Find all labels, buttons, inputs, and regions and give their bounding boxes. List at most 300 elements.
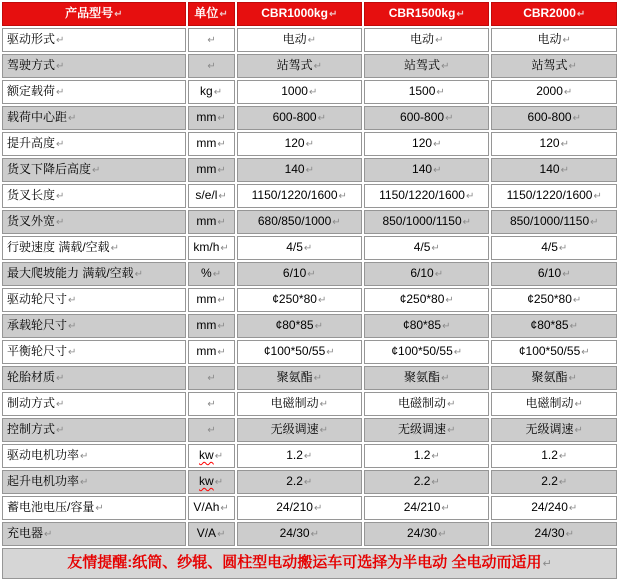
cell-text: 电动	[282, 32, 307, 46]
cell-text: s/e/l	[195, 188, 218, 202]
cell-text: 1150/1220/1600	[506, 188, 593, 202]
return-mark-icon: ↵	[95, 503, 104, 514]
return-mark-icon: ↵	[218, 191, 227, 202]
return-mark-icon: ↵	[317, 295, 327, 306]
cell-text: ¢80*85	[275, 318, 314, 332]
cell-text: 6/10	[537, 266, 562, 280]
cell-text: 6/10	[282, 266, 307, 280]
cell-text: ¢250*80	[527, 292, 572, 306]
spec-value-cell	[364, 340, 489, 364]
cell-text: km/h	[193, 240, 220, 254]
return-mark-icon: ↵	[590, 217, 599, 228]
spec-unit-cell	[188, 496, 235, 520]
return-mark-icon: ↵	[134, 269, 144, 280]
return-mark-icon: ↵	[313, 61, 322, 72]
cell-text: 2.2	[541, 474, 558, 488]
spec-value-cell	[491, 184, 617, 208]
return-mark-icon: ↵	[305, 165, 314, 176]
header-text: 单位	[194, 6, 219, 20]
header-cell-cbr1500kg	[364, 2, 489, 26]
return-mark-icon: ↵	[562, 269, 571, 280]
spec-value-cell	[237, 184, 362, 208]
return-mark-icon: ↵	[207, 399, 216, 410]
cell-text: 24/30	[534, 526, 565, 540]
spec-value-cell	[364, 522, 489, 546]
spec-value-cell	[491, 522, 617, 546]
table-row	[2, 418, 617, 442]
cell-text: 提升高度	[7, 136, 56, 150]
cell-text: V/A	[196, 526, 217, 540]
cell-text: mm	[196, 136, 217, 150]
spec-value-cell	[237, 236, 362, 260]
return-mark-icon: ↵	[56, 35, 65, 46]
spec-value-cell	[237, 262, 362, 286]
cell-text: 站驾式	[404, 58, 441, 72]
return-mark-icon: ↵	[563, 87, 573, 98]
spec-unit-cell	[188, 288, 235, 312]
return-mark-icon: ↵	[453, 347, 463, 358]
return-mark-icon: ↵	[435, 35, 444, 46]
header-cell-cbr2000	[491, 2, 617, 26]
return-mark-icon: ↵	[305, 139, 314, 150]
spec-value-cell	[491, 262, 617, 286]
cell-text: 无级调速	[398, 422, 447, 436]
spec-unit-cell	[188, 184, 235, 208]
return-mark-icon: ↵	[542, 558, 552, 570]
cell-text: mm	[196, 292, 217, 306]
return-mark-icon: ↵	[319, 425, 328, 436]
cell-text: 驾驶方式	[7, 58, 56, 72]
return-mark-icon: ↵	[562, 35, 571, 46]
spec-value-cell	[491, 496, 617, 520]
return-mark-icon: ↵	[80, 477, 89, 488]
return-mark-icon: ↵	[447, 425, 456, 436]
spec-value-cell	[491, 132, 617, 156]
spec-value-cell	[237, 340, 362, 364]
spec-value-cell	[364, 80, 489, 104]
return-mark-icon: ↵	[558, 477, 568, 488]
table-row	[2, 262, 617, 286]
table-row	[2, 470, 617, 494]
spec-unit-cell	[188, 314, 235, 338]
spec-value-cell	[491, 106, 617, 130]
spec-value-cell	[491, 340, 617, 364]
cell-text: 承载轮尺寸	[7, 318, 68, 332]
return-mark-icon: ↵	[56, 373, 65, 384]
cell-text: ¢80*85	[530, 318, 569, 332]
cell-text: %	[201, 266, 212, 280]
cell-text: 2000	[536, 84, 563, 98]
spec-value-cell	[364, 184, 489, 208]
return-mark-icon: ↵	[214, 451, 224, 462]
spec-label-cell	[2, 54, 186, 78]
spec-label-cell	[2, 340, 186, 364]
cell-text: 680/850/1000	[257, 214, 332, 228]
table-row	[2, 158, 617, 182]
spec-label-cell	[2, 418, 186, 442]
return-mark-icon: ↵	[568, 373, 577, 384]
spec-value-cell	[364, 158, 489, 182]
cell-text: 电动	[537, 32, 562, 46]
cell-text: 4/5	[541, 240, 558, 254]
cell-text: kw	[199, 474, 214, 488]
cell-text: ¢100*50/55	[391, 344, 453, 358]
return-mark-icon: ↵	[80, 451, 89, 462]
spec-value-cell	[237, 366, 362, 390]
cell-text: 轮胎材质	[7, 370, 56, 384]
table-row	[2, 54, 617, 78]
spec-unit-cell	[188, 54, 235, 78]
cell-text: 驱动电机功率	[7, 448, 80, 462]
spec-label-cell	[2, 366, 186, 390]
cell-text: mm	[196, 214, 217, 228]
table-row	[2, 496, 617, 520]
spec-value-cell	[237, 106, 362, 130]
cell-text: 最大爬坡能力 满载/空载	[7, 266, 134, 280]
cell-text: 140	[284, 162, 305, 176]
spec-value-cell	[364, 236, 489, 260]
spec-value-cell	[237, 28, 362, 52]
spec-label-cell	[2, 158, 186, 182]
spec-value-cell	[237, 496, 362, 520]
cell-text: 无级调速	[270, 422, 319, 436]
cell-text: ¢250*80	[272, 292, 317, 306]
cell-text: ¢100*50/55	[263, 344, 326, 358]
return-mark-icon: ↵	[56, 425, 65, 436]
cell-text: 850/1000/1150	[509, 214, 590, 228]
spec-label-cell	[2, 210, 186, 234]
return-mark-icon: ↵	[593, 191, 602, 202]
return-mark-icon: ↵	[442, 321, 451, 332]
header-text: CBR1000kg	[261, 6, 328, 20]
table-row	[2, 340, 617, 364]
return-mark-icon: ↵	[431, 243, 440, 254]
return-mark-icon: ↵	[565, 529, 574, 540]
spec-value-cell	[491, 80, 617, 104]
return-mark-icon: ↵	[220, 243, 229, 254]
return-mark-icon: ↵	[317, 113, 326, 124]
cell-text: 120	[284, 136, 305, 150]
spec-value-cell	[491, 392, 617, 416]
spec-label-cell	[2, 522, 186, 546]
cell-text: 600-800	[400, 110, 445, 124]
cell-text: 140	[412, 162, 433, 176]
table-row	[2, 132, 617, 156]
return-mark-icon: ↵	[441, 61, 450, 72]
cell-text: kg	[200, 84, 213, 98]
return-mark-icon: ↵	[313, 503, 323, 514]
cell-text: 起升电机功率	[7, 474, 80, 488]
return-mark-icon: ↵	[217, 529, 226, 540]
spec-unit-cell	[188, 418, 235, 442]
table-row	[2, 236, 617, 260]
cell-text: 2.2	[413, 474, 431, 488]
spec-value-cell	[364, 132, 489, 156]
header-text: CBR2000	[523, 6, 576, 20]
table-header-row	[2, 2, 617, 26]
spec-value-cell	[491, 210, 617, 234]
spec-unit-cell	[188, 262, 235, 286]
return-mark-icon: ↵	[434, 269, 444, 280]
return-mark-icon: ↵	[441, 373, 450, 384]
cell-text: 电磁制动	[525, 396, 574, 410]
spec-value-cell	[491, 366, 617, 390]
table-row	[2, 80, 617, 104]
spec-value-cell	[491, 236, 617, 260]
spec-label-cell	[2, 496, 186, 520]
spec-value-cell	[491, 158, 617, 182]
cell-text: 1.2	[413, 448, 431, 462]
spec-value-cell	[364, 366, 489, 390]
cell-text: ¢250*80	[399, 292, 445, 306]
cell-text: 驱动形式	[7, 32, 56, 46]
spec-unit-cell	[188, 444, 235, 468]
cell-text: 120	[539, 136, 560, 150]
cell-text: 站驾式	[276, 58, 313, 72]
return-mark-icon: ↵	[338, 191, 347, 202]
cell-text: ¢80*85	[403, 318, 442, 332]
table-row	[2, 392, 617, 416]
return-mark-icon: ↵	[558, 243, 568, 254]
cell-text: 电磁制动	[270, 396, 319, 410]
cell-text: 600-800	[527, 110, 572, 124]
spec-value-cell	[491, 418, 617, 442]
cell-text: ¢100*50/55	[518, 344, 581, 358]
cell-text: 货叉下降后高度	[7, 162, 92, 176]
return-mark-icon: ↵	[303, 477, 313, 488]
cell-text: 站驾式	[531, 58, 568, 72]
return-mark-icon: ↵	[207, 35, 216, 46]
spec-unit-cell	[188, 106, 235, 130]
cell-text: 制动方式	[7, 396, 56, 410]
return-mark-icon: ↵	[447, 399, 456, 410]
cell-text: 850/1000/1150	[382, 214, 462, 228]
cell-text: 聚氨酯	[404, 370, 441, 384]
spec-value-cell	[237, 444, 362, 468]
cell-text: 无级调速	[525, 422, 574, 436]
return-mark-icon: ↵	[56, 399, 65, 410]
cell-text: 1000	[281, 84, 308, 98]
spec-value-cell	[491, 54, 617, 78]
return-mark-icon: ↵	[572, 295, 582, 306]
spec-value-cell	[237, 314, 362, 338]
return-mark-icon: ↵	[310, 529, 319, 540]
cell-text: 额定载荷	[7, 84, 56, 98]
cell-text: 120	[412, 136, 433, 150]
spec-value-cell	[237, 210, 362, 234]
cell-text: 行驶速度 满载/空载	[7, 240, 110, 254]
return-mark-icon: ↵	[560, 139, 569, 150]
return-mark-icon: ↵	[438, 529, 447, 540]
return-mark-icon: ↵	[441, 503, 450, 514]
return-mark-icon: ↵	[213, 87, 223, 98]
spec-value-cell	[364, 470, 489, 494]
spec-label-cell	[2, 184, 186, 208]
spec-value-cell	[364, 392, 489, 416]
cell-text: mm	[196, 318, 217, 332]
return-mark-icon: ↵	[217, 295, 226, 306]
spec-label-cell	[2, 392, 186, 416]
spec-unit-cell	[188, 80, 235, 104]
return-mark-icon: ↵	[332, 217, 341, 228]
spec-unit-cell	[188, 158, 235, 182]
spec-value-cell	[237, 418, 362, 442]
return-mark-icon: ↵	[56, 139, 65, 150]
table-row	[2, 210, 617, 234]
footer-row	[2, 548, 617, 579]
spec-label-cell	[2, 262, 186, 286]
spec-unit-cell	[188, 28, 235, 52]
cell-text: 充电器	[7, 526, 44, 540]
spec-unit-cell	[188, 366, 235, 390]
spec-value-cell	[237, 132, 362, 156]
return-mark-icon: ↵	[433, 165, 442, 176]
cell-text: 载荷中心距	[7, 110, 68, 124]
spec-value-cell	[237, 80, 362, 104]
return-mark-icon: ↵	[214, 477, 224, 488]
header-text: 产品型号	[65, 6, 114, 20]
table-row	[2, 28, 617, 52]
spec-unit-cell	[188, 340, 235, 364]
return-mark-icon: ↵	[217, 217, 226, 228]
return-mark-icon: ↵	[431, 451, 440, 462]
return-mark-icon: ↵	[445, 295, 454, 306]
cell-text: 4/5	[286, 240, 303, 254]
return-mark-icon: ↵	[217, 165, 226, 176]
spec-value-cell	[364, 210, 489, 234]
spec-value-cell	[491, 28, 617, 52]
spec-value-cell	[364, 28, 489, 52]
return-mark-icon: ↵	[574, 399, 583, 410]
return-mark-icon: ↵	[308, 87, 318, 98]
return-mark-icon: ↵	[56, 61, 65, 72]
cell-text: 1150/1220/1600	[251, 188, 338, 202]
return-mark-icon: ↵	[307, 269, 316, 280]
return-mark-icon: ↵	[568, 503, 578, 514]
return-mark-icon: ↵	[56, 87, 65, 98]
table-row	[2, 444, 617, 468]
cell-text: 1500	[408, 84, 436, 98]
spec-label-cell	[2, 236, 186, 260]
cell-text: 平衡轮尺寸	[7, 344, 68, 358]
cell-text: mm	[196, 110, 217, 124]
return-mark-icon: ↵	[303, 243, 313, 254]
return-mark-icon: ↵	[313, 373, 322, 384]
return-mark-icon: ↵	[572, 113, 581, 124]
spec-value-cell	[364, 288, 489, 312]
spec-label-cell	[2, 106, 186, 130]
spec-value-cell	[364, 262, 489, 286]
cell-text: 蓄电池电压/容量	[7, 500, 95, 514]
spec-value-cell	[364, 418, 489, 442]
cell-text: 1150/1220/1600	[379, 188, 465, 202]
return-mark-icon: ↵	[92, 165, 101, 176]
return-mark-icon: ↵	[433, 139, 442, 150]
return-mark-icon: ↵	[445, 113, 454, 124]
table-row	[2, 522, 617, 546]
table-row	[2, 314, 617, 338]
cell-text: 600-800	[272, 110, 317, 124]
return-mark-icon: ↵	[303, 451, 313, 462]
return-mark-icon: ↵	[114, 9, 123, 20]
spec-value-cell	[364, 54, 489, 78]
return-mark-icon: ↵	[568, 61, 577, 72]
spec-value-cell	[237, 158, 362, 182]
table-row	[2, 288, 617, 312]
spec-label-cell	[2, 444, 186, 468]
return-mark-icon: ↵	[212, 269, 222, 280]
spec-label-cell	[2, 314, 186, 338]
spec-label-cell	[2, 80, 186, 104]
spec-value-cell	[364, 444, 489, 468]
header-text: CBR1500kg	[388, 6, 456, 20]
return-mark-icon: ↵	[436, 87, 445, 98]
spec-unit-cell	[188, 522, 235, 546]
return-mark-icon: ↵	[465, 191, 475, 202]
spec-value-cell	[491, 444, 617, 468]
return-mark-icon: ↵	[220, 503, 229, 514]
cell-text: mm	[196, 162, 217, 176]
spec-value-cell	[491, 470, 617, 494]
spec-value-cell	[237, 288, 362, 312]
return-mark-icon: ↵	[328, 9, 338, 20]
cell-text: 驱动轮尺寸	[7, 292, 68, 306]
spec-unit-cell	[188, 132, 235, 156]
cell-text: 24/30	[407, 526, 438, 540]
cell-text: 1.2	[541, 448, 558, 462]
return-mark-icon: ↵	[456, 9, 465, 20]
return-mark-icon: ↵	[68, 347, 77, 358]
return-mark-icon: ↵	[581, 347, 590, 358]
return-mark-icon: ↵	[462, 217, 472, 228]
return-mark-icon: ↵	[68, 295, 77, 306]
cell-text: 聚氨酯	[531, 370, 568, 384]
spec-value-cell	[364, 314, 489, 338]
return-mark-icon: ↵	[574, 425, 583, 436]
cell-text: 6/10	[410, 266, 434, 280]
table-row	[2, 184, 617, 208]
table-row	[2, 106, 617, 130]
cell-text: 电磁制动	[398, 396, 447, 410]
spec-label-cell	[2, 132, 186, 156]
return-mark-icon: ↵	[44, 529, 53, 540]
return-mark-icon: ↵	[110, 243, 120, 254]
spec-value-cell	[237, 522, 362, 546]
cell-text: 24/210	[403, 500, 441, 514]
return-mark-icon: ↵	[68, 321, 77, 332]
spec-unit-cell	[188, 470, 235, 494]
cell-text: 货叉外宽	[7, 214, 56, 228]
return-mark-icon: ↵	[319, 399, 328, 410]
cell-text: 1.2	[286, 448, 303, 462]
return-mark-icon: ↵	[558, 451, 568, 462]
spec-value-cell	[237, 392, 362, 416]
return-mark-icon: ↵	[307, 35, 316, 46]
spec-label-cell	[2, 288, 186, 312]
cell-text: 电动	[410, 32, 435, 46]
cell-text: 140	[539, 162, 560, 176]
spec-value-cell	[237, 54, 362, 78]
cell-text: V/Ah	[193, 500, 220, 514]
spec-value-cell	[237, 470, 362, 494]
table-row	[2, 366, 617, 390]
return-mark-icon: ↵	[569, 321, 578, 332]
return-mark-icon: ↵	[217, 321, 226, 332]
cell-text: 24/210	[276, 500, 313, 514]
return-mark-icon: ↵	[217, 139, 226, 150]
header-cell-cbr1000kg	[237, 2, 362, 26]
spec-value-cell	[364, 106, 489, 130]
